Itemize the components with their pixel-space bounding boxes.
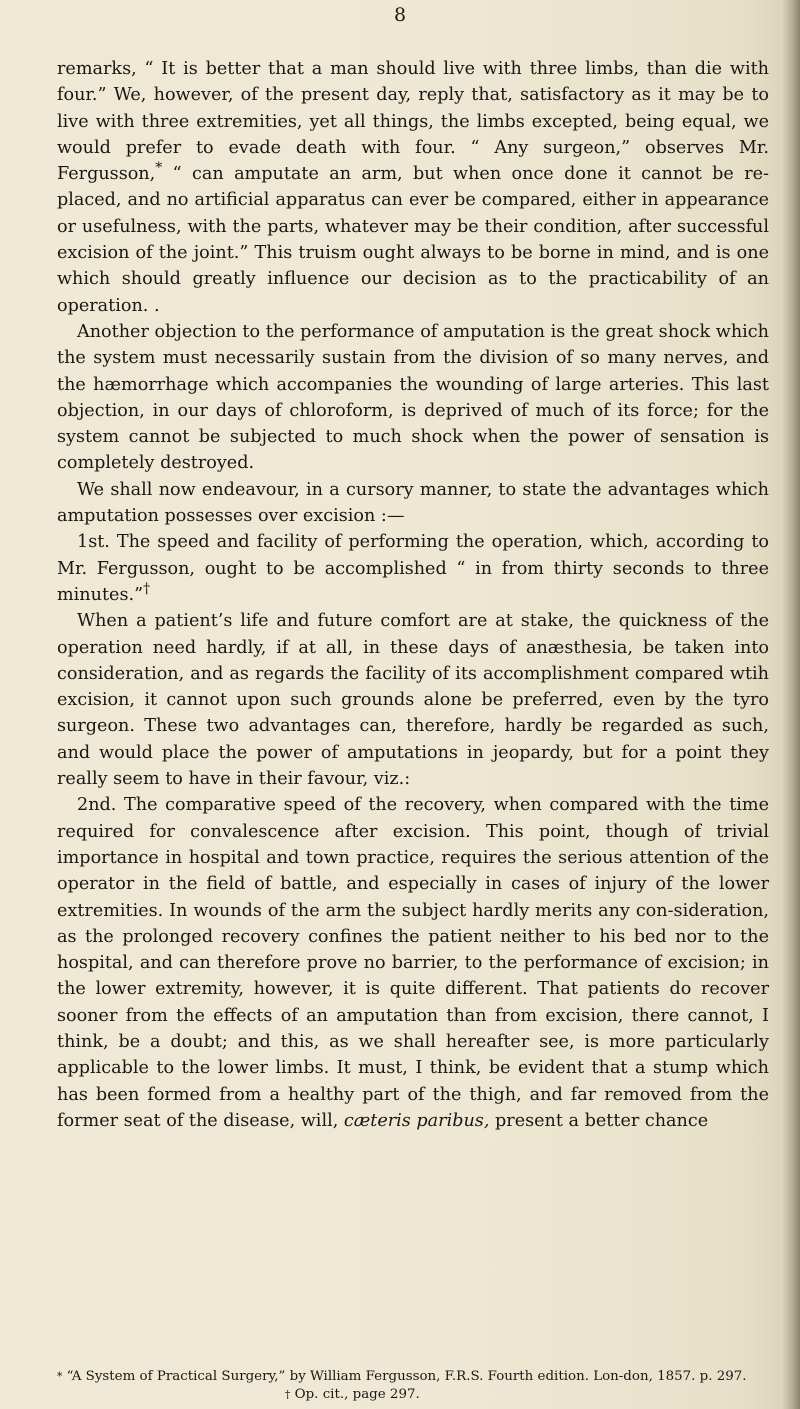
paragraph-text-continued: “ can amputate an arm, but when once done it cannot be re-placed, and no artificial apparatus can ever be compared, either in appearance or usefulness, with the parts, whatever may be their condition, after successful excision of the joint.” This truism ought always to be borne in mind, and is one which should greatly influence our decision as to the practicability of an operation. . xyxy=(57,164,769,316)
paragraph-italic-phrase: cæteris paribus, xyxy=(343,1110,490,1131)
paragraph-3 xyxy=(57,477,769,530)
paragraph-text: 2nd. The comparative speed of the recovery, when compared with the time required for convalescence after excision. This point, though of trivial importance in hospital and town practice, requires the serious attention of the operator in the field of battle, and especially in cases of injury of the lower extremities. In wounds of the arm the subject hardly merits any con-sideration, as the prolonged recovery confines the patient neither to his bed nor to the hospital, and can therefore prove no barrier, to the performance of excision; in the lower extremity, however, it is quite different. That patients do recover sooner from the effects of an amputation than from excision, there cannot, I think, be a doubt; and this, as we shall hereafter see, is more particularly applicable to the lower limbs. It must, I think, be evident that a stump which has been formed from a healthy part of the thigh, and far removed from the former seat of the disease, will, xyxy=(57,795,769,1131)
paragraph-6 xyxy=(57,792,769,1134)
footnote-mark: † xyxy=(285,1388,291,1401)
footnote-2 xyxy=(57,1386,769,1404)
page-edge-shadow xyxy=(782,0,800,1409)
footnote-text: Op. cit., page 297. xyxy=(294,1387,420,1402)
paragraph-text: Another objection to the performance of amputation is the great shock which the system must necessarily sustain from the division of so many nerves, and the hæmorrhage which accompanies the wounding of large arteries. This last objection, in our days of chloroform, is deprived of much of its force; for the system cannot be subjected to much shock when the power of sensation is completely destroyed. xyxy=(57,321,769,474)
footnote-mark: * xyxy=(57,1370,63,1383)
paragraph-text: remarks, “ It is better that a man should live with three limbs, than die with four.” We, however, of the present day, reply that, satisfactory as it may be to live with three extremities, yet all things, the limbs excepted, being equal, we would prefer to evade death with four. “ Any surgeon,” observes Mr. Fergusson, xyxy=(57,59,769,185)
paragraph-text: When a patient’s life and future comfort are at stake, the quickness of the operation need hardly, if at all, in these days of anæsthesia, be taken into consideration, and as regards the facility of its accomplishment compared wtih excision, it cannot upon such grounds alone be preferred, even by the tyro surgeon. These two advantages can, therefore, hardly be regarded as such, and would place the power of amputations in jeopardy, but for a point they really seem to have in their favour, viz.: xyxy=(57,611,769,790)
footnotes xyxy=(57,1368,769,1404)
paragraph-text: We shall now endeavour, in a cursory manner, to state the advantages which amputation possesses over excision :— xyxy=(57,479,769,527)
footnote-text: “A System of Practical Surgery,” by William Fergusson, F.R.S. Fourth edition. Lon-don, 1857. p. 297. xyxy=(66,1369,747,1384)
paragraph-text-continued: present a better chance xyxy=(489,1110,709,1131)
body-text xyxy=(57,56,769,1134)
paragraph-text: 1st. The speed and facility of performing the operation, which, according to Mr. Fergusson, ought to be accomplished “ in from thirty seconds to three minutes.” xyxy=(57,532,769,605)
paragraph-4 xyxy=(57,529,769,608)
footnote-1 xyxy=(57,1368,769,1386)
paragraph-5 xyxy=(57,608,769,792)
page-number: 8 xyxy=(393,4,407,26)
footnote-reference: † xyxy=(143,581,151,598)
footnote-reference: * xyxy=(155,160,163,177)
paragraph-2 xyxy=(57,319,769,477)
paragraph-1 xyxy=(57,56,769,319)
